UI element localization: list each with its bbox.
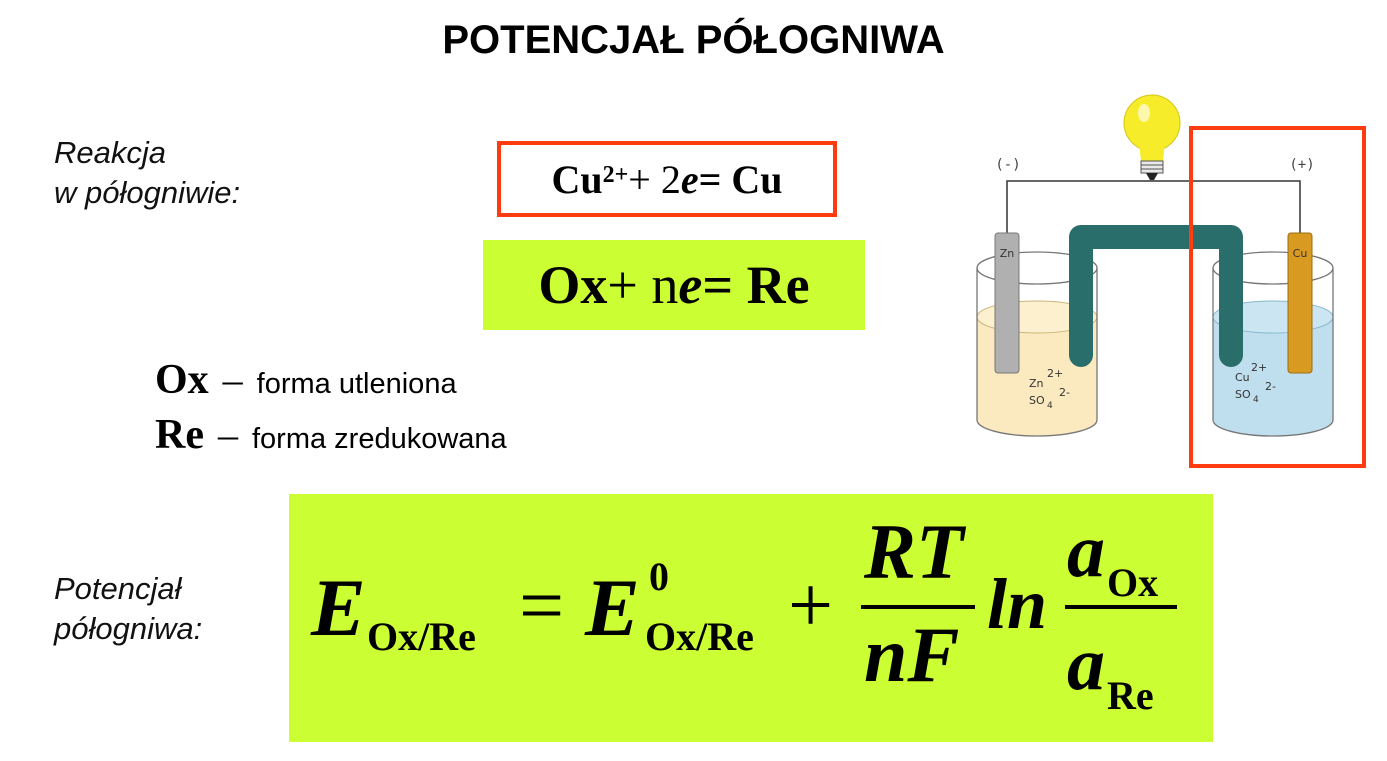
nernst-equation-box [289, 494, 1213, 742]
activity-ox-symbol: a [1067, 509, 1105, 593]
copper-reaction-box [497, 141, 837, 217]
standard-superscript: 0 [649, 554, 669, 599]
reaction-label-line2: w półogniwie: [54, 175, 241, 210]
general-rhs: = Re [702, 255, 810, 315]
electron-symbol: e [678, 255, 703, 315]
potential-symbol: E [311, 562, 366, 653]
copper-ion-label: Cu [1235, 371, 1250, 384]
standard-subscript: Ox/Re [645, 614, 754, 659]
sulfate-label-left: SO [1029, 394, 1045, 407]
plus-two: + 2 [628, 156, 681, 202]
activity-re-symbol: a [1067, 622, 1105, 706]
zinc-electrode-label: Zn [999, 247, 1015, 260]
potential-label [54, 569, 202, 649]
sulfate-subscript-right: 4 [1253, 395, 1259, 405]
standard-potential-symbol: E [585, 562, 640, 653]
equals-sign: = [519, 562, 565, 650]
zinc-ion-label: Zn [1029, 377, 1044, 390]
zinc-ion-charge: 2+ [1047, 367, 1064, 380]
page-title: POTENCJAŁ PÓŁOGNIWA [442, 18, 945, 62]
nernst-equation [289, 494, 1213, 742]
cu-symbol: Cu [551, 156, 603, 202]
light-bulb-icon [1124, 95, 1180, 180]
half-cell-highlight-frame [1189, 126, 1366, 468]
copper-electrode-label: Cu [1292, 247, 1308, 260]
activity-fraction-bar [1065, 605, 1177, 609]
potential-label-line1: Potencjał [54, 571, 182, 606]
definition-symbol: Ox [155, 357, 209, 403]
definition-text: forma utleniona [256, 368, 457, 400]
electron-symbol: e [680, 156, 699, 202]
fraction-numerator: RT [864, 508, 964, 595]
fraction-bar [861, 605, 975, 609]
sulfate-charge-right: 2- [1265, 380, 1276, 393]
positive-pole-label: (+) [1289, 157, 1315, 173]
plus-sign: + [788, 562, 834, 650]
fraction-denominator: nF [864, 611, 960, 698]
definition-text: forma zredukowana [251, 423, 507, 455]
activity-re-subscript: Re [1107, 673, 1154, 718]
copper-ion-charge: 2+ [1251, 361, 1268, 374]
potential-subscript: Ox/Re [367, 614, 476, 659]
activity-ox-subscript: Ox [1107, 560, 1159, 605]
ln-symbol: ln [987, 564, 1048, 644]
definition-ox [155, 356, 457, 406]
reaction-rhs: = Cu [698, 156, 783, 202]
reaction-label-line1: Reakcja [54, 135, 166, 170]
definition-symbol: Re [155, 412, 204, 458]
general-reaction-box [483, 240, 865, 330]
plus-n: + n [607, 255, 679, 315]
ox-symbol: Ox [538, 255, 608, 315]
sulfate-charge-left: 2- [1059, 386, 1070, 399]
negative-pole-label: (-) [995, 157, 1021, 173]
sulfate-label-right: SO [1235, 388, 1251, 401]
reaction-label [54, 133, 240, 213]
definition-dash: – [217, 412, 238, 457]
cu-charge: 2+ [602, 161, 629, 188]
definition-re [155, 411, 507, 461]
sulfate-subscript-left: 4 [1047, 401, 1053, 411]
definition-dash: – [222, 357, 243, 402]
potential-label-line2: półogniwa: [54, 611, 203, 646]
